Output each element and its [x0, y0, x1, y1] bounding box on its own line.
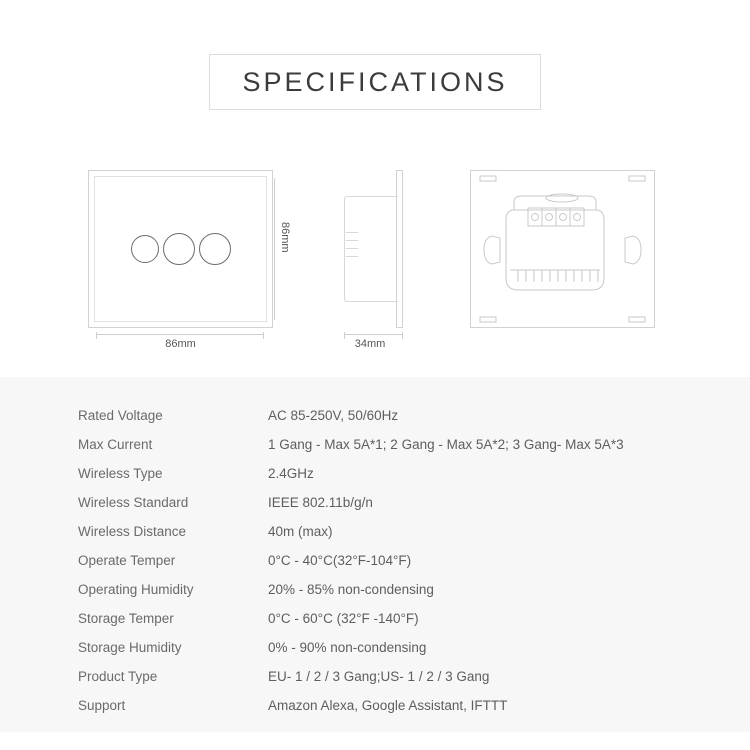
spec-label: Rated Voltage: [78, 408, 163, 423]
spec-value: 1 Gang - Max 5A*1; 2 Gang - Max 5A*2; 3 Gang- Max 5A*3: [268, 437, 624, 452]
spec-value: 20% - 85% non-condensing: [268, 582, 434, 597]
table-row: [78, 466, 698, 495]
side-fin-1: [346, 232, 358, 233]
front-panel-buttons: [131, 233, 231, 265]
depth-dimension-line: [344, 334, 403, 335]
spec-value: 0°C - 40°C(32°F-104°F): [268, 553, 412, 568]
spec-label: Wireless Type: [78, 466, 163, 481]
side-depth-label: 34mm: [354, 338, 386, 350]
spec-value: IEEE 802.11b/g/n: [268, 495, 373, 510]
spec-label: Storage Temper: [78, 611, 174, 626]
spec-label: Support: [78, 698, 126, 713]
table-row: [78, 408, 698, 437]
spec-label: Product Type: [78, 669, 158, 684]
spec-label: Wireless Distance: [78, 524, 187, 539]
spec-value: 40m (max): [268, 524, 333, 539]
spec-label: Operate Temper: [78, 553, 176, 568]
page-title: SPECIFICATIONS: [242, 66, 508, 97]
spec-label: Operating Humidity: [78, 582, 194, 597]
height-dimension-line: [274, 178, 275, 320]
table-row: [78, 611, 698, 640]
spec-value: 0°C - 60°C (32°F -140°F): [268, 611, 419, 626]
table-row: [78, 553, 698, 582]
back-internals-illustration: [470, 170, 655, 328]
side-fin-3: [346, 248, 358, 249]
product-diagrams: [0, 150, 750, 375]
spec-value: EU- 1 / 2 / 3 Gang;US- 1 / 2 / 3 Gang: [268, 669, 490, 684]
page-title-box: [209, 54, 541, 110]
table-row: [78, 495, 698, 524]
table-row: [78, 698, 698, 727]
spec-label: Max Current: [78, 437, 153, 452]
width-dimension-line: [96, 334, 264, 335]
spec-label: Storage Humidity: [78, 640, 182, 655]
side-fin-2: [346, 240, 358, 241]
gang-button-3-icon: [199, 233, 231, 265]
specifications-table: [78, 408, 698, 727]
back-view-diagram: [470, 170, 655, 328]
side-fin-4: [346, 256, 358, 257]
front-height-label: 86mm: [279, 222, 291, 253]
table-row: [78, 582, 698, 611]
gang-button-1-icon: [131, 235, 159, 263]
table-row: [78, 669, 698, 698]
table-row: [78, 437, 698, 466]
spec-value: Amazon Alexa, Google Assistant, IFTTT: [268, 698, 508, 713]
side-body-outline: [344, 196, 398, 302]
spec-value: 2.4GHz: [268, 466, 314, 481]
spec-value: AC 85-250V, 50/60Hz: [268, 408, 399, 423]
footer-strip: [0, 732, 750, 750]
gang-button-2-icon: [163, 233, 195, 265]
spec-label: Wireless Standard: [78, 495, 189, 510]
specifications-panel: [0, 377, 750, 732]
side-view-diagram: [330, 170, 410, 350]
spec-value: 0% - 90% non-condensing: [268, 640, 427, 655]
front-width-label: 86mm: [165, 338, 196, 350]
front-view-diagram: [88, 170, 291, 350]
table-row: [78, 524, 698, 553]
table-row: [78, 640, 698, 669]
